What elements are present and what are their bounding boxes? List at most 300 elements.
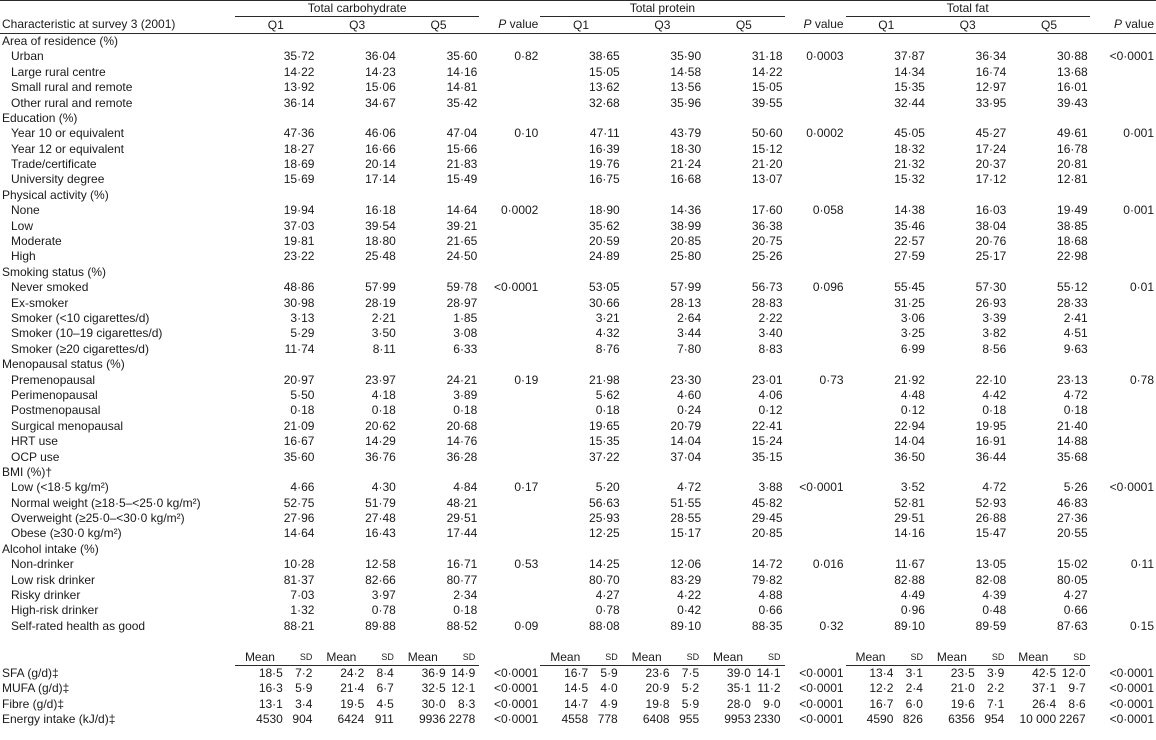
p-value-cell [479, 172, 540, 187]
row-label: HRT use [11, 434, 58, 449]
blank-cell [1090, 649, 1156, 665]
value-cell: 14·16 [446, 64, 478, 79]
p-value-cell [1090, 572, 1156, 587]
row-label: University degree [11, 172, 105, 187]
p-value-cell: <0·0001 [493, 712, 539, 727]
value-cell: 26·88 [975, 511, 1007, 526]
row-label: Ex-smoker [11, 295, 69, 310]
table-row [0, 372, 1156, 387]
table-row [0, 603, 1156, 618]
p-value-cell: <0·0001 [1109, 665, 1154, 680]
p-value-cell [785, 449, 846, 464]
value-cell: 20·37 [975, 157, 1007, 172]
value-cell: 30·66 [589, 295, 620, 310]
value-cell: 32·44 [894, 95, 925, 110]
p-value-cell [479, 311, 540, 326]
value-cell: 25·93 [589, 511, 620, 526]
p-value-cell: <0·0001 [1109, 696, 1154, 711]
value-cell: 14·64 [446, 203, 478, 218]
value-cell: 14·58 [670, 64, 702, 79]
p-value-header [1090, 17, 1156, 33]
value-cell: 14·64 [283, 526, 315, 541]
table-row [0, 203, 1156, 218]
value-cell: 0·18 [371, 403, 396, 418]
row-label: OCP use [11, 449, 60, 464]
sd-value: 5·9 [295, 681, 313, 696]
value-cell: 0·18 [453, 403, 478, 418]
sd-header: SD [1056, 649, 1090, 665]
value-cell: 8·56 [982, 341, 1007, 356]
row-label: Other rural and remote [11, 95, 133, 110]
value-cell: 48·21 [446, 495, 478, 510]
value-cell: 13·56 [670, 80, 702, 95]
sd-header: SD [670, 649, 704, 665]
sd-value: 11·2 [757, 681, 781, 696]
value-cell: 12·97 [975, 80, 1007, 95]
value-cell: 14·25 [589, 557, 620, 572]
p-value-cell: <0·0001 [1109, 681, 1154, 696]
value-cell: 37·22 [589, 449, 620, 464]
value-cell: 22·57 [894, 234, 925, 249]
value-cell: 16·01 [1057, 80, 1088, 95]
mean-value: 37·1 [1032, 681, 1057, 696]
mean-value: 16·3 [258, 681, 283, 696]
sd-value: 12·1 [451, 681, 476, 696]
table-row [0, 388, 1156, 403]
row-label: Smoker (<10 cigarettes/d) [11, 311, 150, 325]
blank-cell [479, 649, 540, 665]
sd-value: 5·9 [600, 665, 618, 680]
value-cell: 18·30 [670, 141, 702, 156]
value-cell: 30·98 [283, 295, 315, 310]
value-cell: 80·05 [1057, 572, 1088, 587]
value-cell: 34·67 [365, 95, 396, 110]
section-title: Physical activity (%) [2, 187, 109, 202]
value-cell: 15·35 [589, 434, 620, 449]
value-cell: 27·48 [365, 511, 396, 526]
section-title: BMI (%)† [2, 464, 53, 479]
value-cell: 35·60 [446, 49, 478, 64]
stat-label: MUFA (g/d)‡ [2, 681, 70, 696]
value-cell: 46·06 [365, 126, 396, 141]
value-cell: 4·42 [982, 387, 1007, 402]
p-value-cell [1090, 80, 1156, 95]
p-value-cell [479, 403, 540, 418]
p-value-cell [1090, 588, 1156, 603]
p-value-cell [1090, 449, 1156, 464]
p-value-cell [785, 434, 846, 449]
value-cell: 3·13 [290, 311, 315, 325]
value-cell: 0·18 [982, 403, 1007, 418]
value-cell: 18·32 [894, 141, 925, 156]
table-row [0, 280, 1156, 295]
value-cell: 3·39 [982, 311, 1007, 325]
value-cell: 0·18 [595, 403, 620, 418]
group-fat: Total fat [846, 1, 1090, 17]
value-cell: 80·70 [589, 572, 620, 587]
value-cell: 88·35 [751, 618, 783, 633]
p-value-cell [479, 496, 540, 511]
p-value-cell: 0·82 [514, 49, 539, 64]
p-value-cell [479, 218, 540, 233]
header-blank [1090, 1, 1156, 17]
value-cell: 17·24 [975, 141, 1007, 156]
value-cell: 36·44 [975, 449, 1007, 464]
table-row [0, 419, 1156, 434]
value-cell: 14·22 [283, 64, 315, 79]
value-cell: 35·96 [670, 95, 702, 110]
value-cell: 3·21 [595, 311, 620, 325]
mean-value: 21·0 [950, 681, 975, 696]
value-cell: 4·72 [1063, 387, 1088, 402]
row-label: Risky drinker [11, 588, 81, 603]
sd-value: 6·0 [905, 696, 923, 711]
value-cell: 14·04 [894, 434, 925, 449]
p-value-cell [479, 419, 540, 434]
value-cell: 45·27 [975, 126, 1007, 141]
value-cell: 25·48 [365, 249, 396, 264]
value-cell: 52·75 [283, 495, 315, 510]
value-cell: 4·30 [371, 480, 396, 495]
value-cell: 22·98 [1057, 249, 1088, 264]
mean-value: 42·5 [1032, 665, 1057, 680]
value-cell: 57·30 [975, 280, 1007, 295]
p-value-cell [1090, 403, 1156, 418]
p-value-cell [1090, 295, 1156, 310]
row-label: Year 12 or equivalent [11, 141, 124, 156]
p-value-cell [1090, 388, 1156, 403]
value-cell: 26·93 [975, 295, 1007, 310]
sd-value: 5·9 [681, 696, 700, 711]
p-value-cell [1090, 496, 1156, 511]
value-cell: 19·94 [283, 203, 315, 218]
value-cell: 4·72 [982, 480, 1007, 495]
value-cell: 12·58 [365, 557, 396, 572]
p-value-cell: 0·058 [812, 203, 844, 218]
value-cell: 20·76 [975, 234, 1007, 249]
section-title-row [0, 357, 1156, 372]
p-value-cell [479, 434, 540, 449]
row-label: Smoker (10–19 cigarettes/d) [11, 326, 163, 341]
table-row [0, 126, 1156, 141]
value-cell: 14·04 [670, 434, 702, 449]
value-cell: 59·78 [446, 280, 478, 295]
value-cell: 35·42 [446, 95, 478, 110]
value-cell: 16·71 [446, 557, 478, 572]
p-value-cell [479, 388, 540, 403]
row-label: High [11, 249, 36, 264]
value-cell: 15·12 [751, 141, 783, 156]
blank-cell [0, 649, 235, 665]
mean-value: 14·5 [564, 681, 589, 696]
value-cell: 23·22 [283, 249, 315, 264]
blank-cell [785, 649, 846, 665]
value-cell: 22·10 [975, 372, 1007, 387]
value-cell: 3·08 [453, 326, 478, 341]
mean-value: 32·5 [421, 681, 446, 696]
value-cell: 0·78 [371, 603, 396, 618]
row-label: Smoker (≥20 cigarettes/d) [11, 341, 149, 356]
value-cell: 5·20 [595, 480, 620, 495]
sd-value: 2330 [753, 712, 781, 727]
value-cell: 35·72 [283, 49, 315, 64]
value-cell: 27·59 [894, 249, 925, 264]
value-cell: 19·81 [283, 234, 315, 249]
p-value-cell [1090, 434, 1156, 449]
value-cell: 39·43 [1057, 95, 1088, 110]
p-value-cell [1090, 603, 1156, 618]
p-value-cell [1090, 311, 1156, 326]
section-title-row [0, 188, 1156, 203]
row-label: Large rural centre [11, 64, 106, 79]
mean-header: Mean [1008, 649, 1056, 665]
value-cell: 4·27 [595, 588, 620, 603]
p-value-cell [785, 403, 846, 418]
sd-value: 8·4 [376, 665, 394, 680]
p-value-cell [785, 249, 846, 264]
mean-header: Mean [540, 649, 588, 665]
p-value-cell: 0·17 [514, 480, 539, 495]
p-value-cell [479, 65, 540, 80]
value-cell: 4·72 [677, 480, 702, 495]
value-cell: 14·16 [894, 526, 925, 541]
quintile-header: Q5 [1008, 17, 1089, 33]
value-cell: 3·89 [453, 387, 478, 402]
p-value-cell [1090, 326, 1156, 341]
value-cell: 39·54 [365, 218, 396, 233]
value-cell: 49·61 [1057, 126, 1088, 141]
value-cell: 89·10 [894, 618, 925, 633]
sd-header: SD [283, 649, 317, 665]
p-value-cell: <0·0001 [799, 480, 844, 495]
value-cell: 30·88 [1057, 49, 1088, 64]
table-row [0, 95, 1156, 110]
p-letter: P [803, 17, 812, 32]
row-label: Low [11, 218, 34, 233]
p-value-cell [1090, 511, 1156, 526]
p-value-cell [785, 218, 846, 233]
value-cell: 18·69 [283, 157, 315, 172]
value-cell: 23·13 [1057, 372, 1088, 387]
table-row [0, 249, 1156, 264]
value-cell: 36·04 [365, 49, 396, 64]
value-cell: 14·38 [894, 203, 925, 218]
value-cell: 28·19 [365, 295, 396, 310]
mean-value: 9953 [724, 712, 751, 727]
value-cell: 15·02 [1057, 557, 1088, 572]
mean-value: 26·4 [1032, 696, 1057, 711]
value-cell: 29·45 [751, 511, 783, 526]
value-cell: 12·81 [1057, 172, 1088, 187]
value-cell: 37·03 [283, 218, 315, 233]
value-cell: 48·86 [283, 280, 315, 295]
value-cell: 3·25 [900, 326, 925, 341]
value-cell: 37·04 [670, 449, 702, 464]
value-cell: 18·68 [1057, 234, 1088, 249]
p-value-cell [1090, 218, 1156, 233]
value-cell: 82·08 [975, 572, 1007, 587]
value-cell: 5·26 [1063, 480, 1088, 495]
value-cell: 15·49 [446, 172, 478, 187]
p-value-cell: 0·19 [514, 372, 539, 387]
p-value-cell [785, 419, 846, 434]
p-value-cell [1090, 65, 1156, 80]
value-cell: 20·59 [589, 234, 620, 249]
value-cell: 20·97 [283, 372, 315, 387]
mean-value: 24·2 [340, 665, 365, 680]
p-value-cell [479, 526, 540, 541]
p-value-cell [479, 588, 540, 603]
mean-value: 13·4 [869, 665, 894, 680]
value-cell: 16·75 [589, 172, 620, 187]
quintile-header: Q3 [927, 17, 1008, 33]
value-cell: 15·66 [446, 141, 478, 156]
value-cell: 20·75 [751, 234, 783, 249]
value-cell: 16·68 [670, 172, 702, 187]
value-cell: 23·01 [751, 372, 783, 387]
value-cell: 4·88 [758, 588, 783, 603]
value-cell: 3·82 [982, 326, 1007, 341]
value-cell: 55·12 [1057, 280, 1088, 295]
value-cell: 55·45 [894, 280, 925, 295]
quintile-header: Q5 [703, 17, 784, 33]
mean-value: 28·0 [726, 696, 751, 711]
p-value-header [785, 17, 846, 33]
mean-value: 10 000 [1019, 712, 1057, 727]
value-cell: 36·38 [751, 218, 783, 233]
value-cell: 4·66 [290, 480, 315, 495]
table-row [0, 449, 1156, 464]
value-cell: 23·97 [365, 372, 396, 387]
p-value-cell: 0·016 [812, 557, 844, 572]
sd-value: 6·7 [376, 681, 394, 696]
value-cell: 82·88 [894, 572, 925, 587]
section-title: Alcohol intake (%) [2, 541, 99, 556]
value-cell: 20·62 [365, 418, 396, 433]
sd-header: SD [893, 649, 927, 665]
value-cell: 15·47 [975, 526, 1007, 541]
value-cell: 0·18 [290, 403, 315, 418]
sd-value: 12·0 [1061, 665, 1086, 680]
value-cell: 35·90 [670, 49, 702, 64]
value-cell: 3·97 [371, 588, 396, 603]
table-row [0, 65, 1156, 80]
sd-value: 8·6 [1068, 696, 1086, 711]
value-cell: 33·95 [975, 95, 1007, 110]
group-carbohydrate: Total carbohydrate [235, 1, 479, 17]
spacer-row [0, 634, 1156, 649]
sd-value: 14·9 [451, 665, 476, 680]
table-row [0, 80, 1156, 95]
p-value-cell: 0·0003 [806, 49, 844, 64]
section-title: Education (%) [2, 110, 78, 125]
quintile-header: Q5 [398, 17, 479, 33]
sd-header: SD [588, 649, 622, 665]
value-cell: 12·06 [670, 557, 702, 572]
sd-value: 7·5 [681, 665, 700, 680]
p-value-cell [785, 388, 846, 403]
mean-value: 4530 [256, 712, 283, 727]
p-value-cell: <0·0001 [493, 696, 539, 711]
value-cell: 25·26 [751, 249, 783, 264]
stat-row [0, 712, 1156, 727]
row-label: Surgical menopausal [11, 418, 124, 433]
value-cell: 15·24 [751, 434, 783, 449]
mean-header: Mean [703, 649, 751, 665]
section-title: Smoking status (%) [2, 264, 107, 279]
value-cell: 89·88 [365, 618, 396, 633]
value-cell: 57·99 [365, 280, 396, 295]
sd-header: SD [751, 649, 785, 665]
value-cell: 88·08 [589, 618, 620, 633]
value-cell: 14·72 [751, 557, 783, 572]
p-value-cell [785, 95, 846, 110]
value-cell: 0·12 [900, 403, 925, 418]
value-cell: 8·11 [372, 341, 396, 356]
spacer-cell [0, 634, 1156, 649]
p-value-cell: <0·0001 [1109, 480, 1154, 495]
value-cell: 14·23 [365, 64, 396, 79]
p-value-cell [479, 249, 540, 264]
p-value-cell [479, 449, 540, 464]
p-value-cell: <0·0001 [799, 681, 844, 696]
value-cell: 89·10 [670, 618, 702, 633]
value-cell: 18·90 [589, 203, 620, 218]
row-label: Small rural and remote [11, 80, 133, 95]
mean-value: 35·1 [726, 681, 751, 696]
table-row [0, 557, 1156, 572]
value-cell: 17·60 [751, 203, 783, 218]
sd-value: 954 [984, 712, 1005, 727]
value-cell: 50·60 [751, 126, 783, 141]
quintile-header: Q1 [540, 17, 621, 33]
p-value-cell [479, 603, 540, 618]
table-row [0, 172, 1156, 187]
value-cell: 1·85 [453, 311, 478, 325]
value-cell: 10·28 [283, 557, 315, 572]
p-value-cell [785, 572, 846, 587]
p-value-cell [1090, 142, 1156, 157]
mean-value: 23·6 [645, 665, 670, 680]
p-value-cell: 0·0002 [500, 203, 539, 218]
mean-sd-header-row [0, 649, 1156, 665]
p-value-cell [785, 80, 846, 95]
p-value-cell: 0·001 [1123, 126, 1154, 141]
mean-value: 4590 [866, 712, 894, 727]
table-row [0, 526, 1156, 541]
value-cell: 19·65 [589, 418, 620, 433]
value-cell: 21·24 [670, 157, 702, 172]
p-value-cell [1090, 95, 1156, 110]
value-cell: 16·78 [1057, 141, 1088, 156]
value-cell: 36·34 [975, 49, 1007, 64]
value-cell: 2·22 [758, 311, 783, 325]
p-value-cell [785, 603, 846, 618]
row-label: Urban [11, 49, 44, 64]
value-cell: 1·32 [290, 603, 315, 618]
value-cell: 12·25 [589, 526, 620, 541]
sd-value: 2267 [1059, 712, 1086, 727]
mean-header: Mean [846, 649, 894, 665]
value-cell: 13·62 [589, 80, 620, 95]
value-cell: 14·81 [446, 80, 478, 95]
section-title: Menopausal status (%) [2, 357, 125, 372]
row-label: Self-rated health as good [11, 618, 146, 633]
sd-value: 4·0 [600, 681, 618, 696]
value-cell: 3·06 [900, 311, 925, 325]
table-body [0, 33, 1156, 727]
value-cell: 20·55 [1057, 526, 1088, 541]
